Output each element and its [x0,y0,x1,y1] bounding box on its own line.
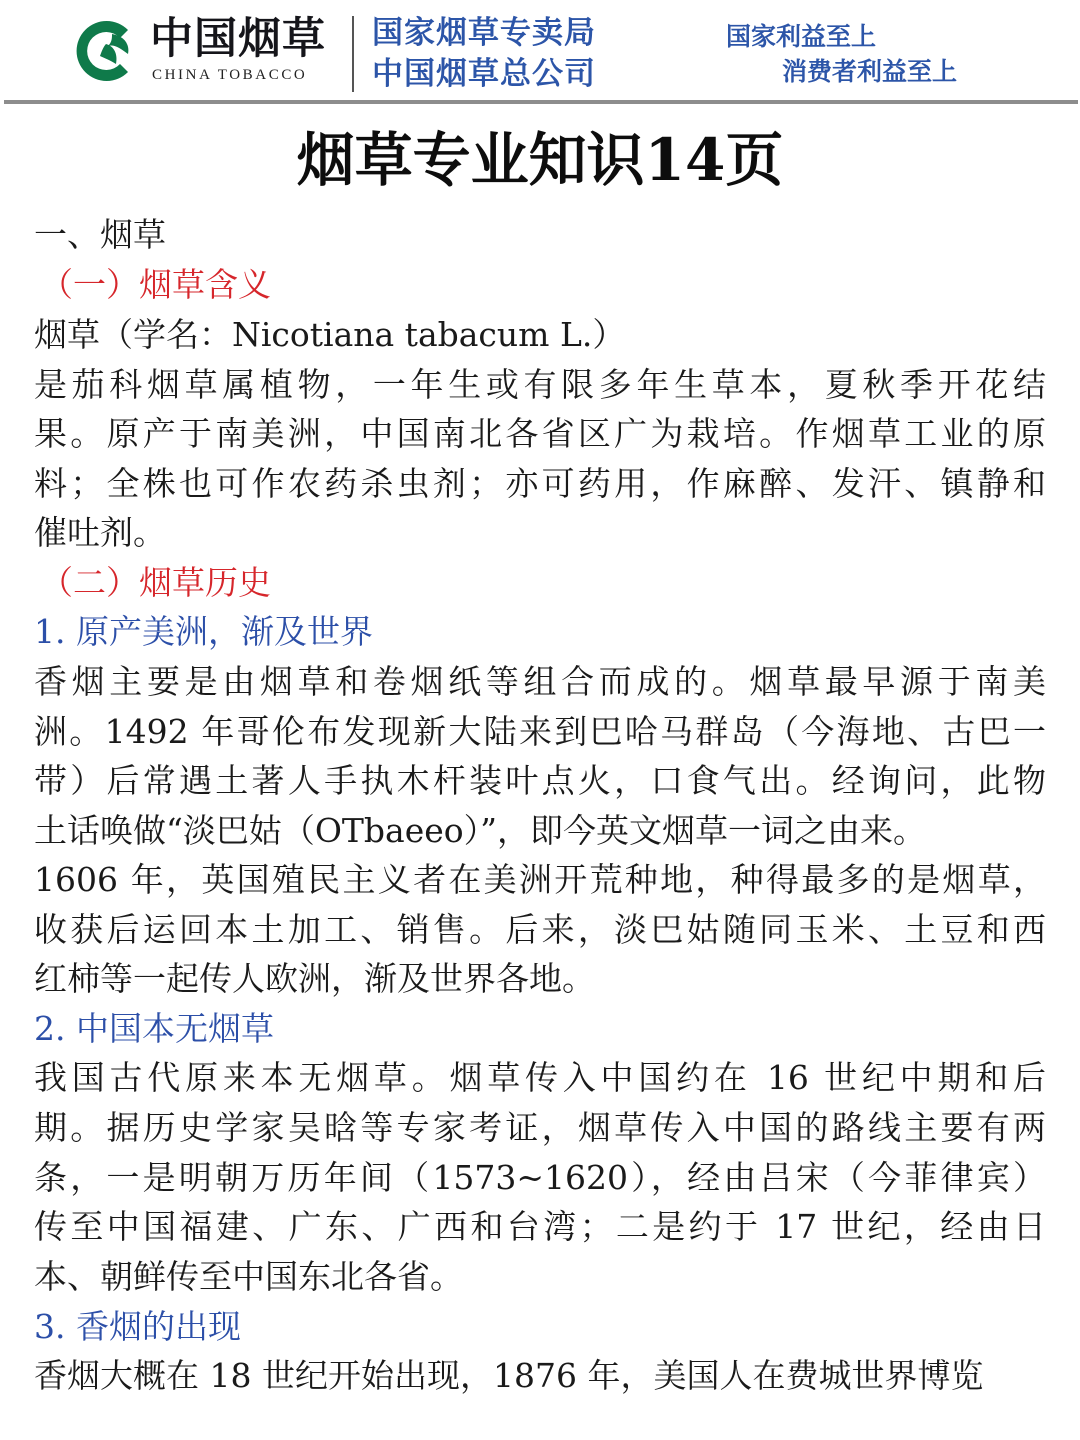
slogan-line1: 国家利益至上 [726,22,877,51]
china-tobacco-logo-icon [68,14,142,88]
header-divider [352,16,354,92]
logo-chinese-text: 中国烟草 [150,14,326,64]
paragraph-line: 果。原产于南美洲，中国南北各省区广为栽培。作烟草工业的原 [34,414,1046,453]
topic-heading: 2. 中国本无烟草 [34,1009,274,1048]
paragraph-line: 料；全株也可作农药杀虫剂；亦可药用，作麻醉、发汗、镇静和 [34,464,1046,503]
paragraph-line: 烟草（学名：Nicotiana tabacum L.） [34,315,626,354]
paragraph-line: 期。据历史学家吴晗等专家考证，烟草传入中国的路线主要有两 [34,1108,1046,1147]
topic-heading: 3. 香烟的出现 [34,1307,241,1346]
subsection-heading: （一）烟草含义 [40,265,271,304]
paragraph-line: 我国古代原来本无烟草。烟草传入中国约在 16 世纪中期和后 [34,1058,1046,1097]
org-name-line1: 国家烟草专卖局 [372,15,596,51]
paragraph-line: 香烟主要是由烟草和卷烟纸等组合而成的。烟草最早源于南美 [34,662,1046,701]
paragraph-line: 土话唤做“淡巴姑（OTbaeeo）”，即今英文烟草一词之由来。 [34,811,927,850]
paragraph-line: 催吐剂。 [34,513,166,552]
page-header [0,0,1080,100]
slogan-line2: 消费者利益至上 [782,57,958,86]
org-name-line2: 中国烟草总公司 [372,56,596,92]
paragraph-line: 收获后运回本土加工、销售。后来，淡巴姑随同玉米、土豆和西 [34,910,1046,949]
logo-english-text: CHINA TOBACCO [152,67,308,83]
paragraph-line: 洲。1492 年哥伦布发现新大陆来到巴哈马群岛（今海地、古巴一 [34,712,1046,751]
paragraph-line: 本、朝鲜传至中国东北各省。 [34,1257,463,1296]
document-title: 烟草专业知识14页 [296,126,784,194]
paragraph-line: 1606 年，英国殖民主义者在美洲开荒种地，种得最多的是烟草， [34,860,1046,899]
paragraph-line: 香烟大概在 18 世纪开始出现，1876 年，美国人在费城世界博览 [34,1356,984,1395]
paragraph-line: 传至中国福建、广东、广西和台湾；二是约于 17 世纪，经由日 [34,1207,1046,1246]
paragraph-line: 条，一是明朝万历年间（1573~1620），经由吕宋（今菲律宾） [34,1158,1046,1197]
paragraph-line: 是茄科烟草属植物，一年生或有限多年生草本，夏秋季开花结 [34,365,1046,404]
subsection-heading: （二）烟草历史 [40,563,271,602]
topic-heading: 1. 原产美洲，渐及世界 [34,612,373,651]
paragraph-line: 带）后常遇土著人手执木杆装叶点火，口食气出。经询问，此物 [34,761,1046,800]
section-heading: 一、烟草 [34,215,166,254]
paragraph-line: 红柿等一起传人欧洲，渐及世界各地。 [34,959,595,998]
header-rule [4,100,1078,104]
